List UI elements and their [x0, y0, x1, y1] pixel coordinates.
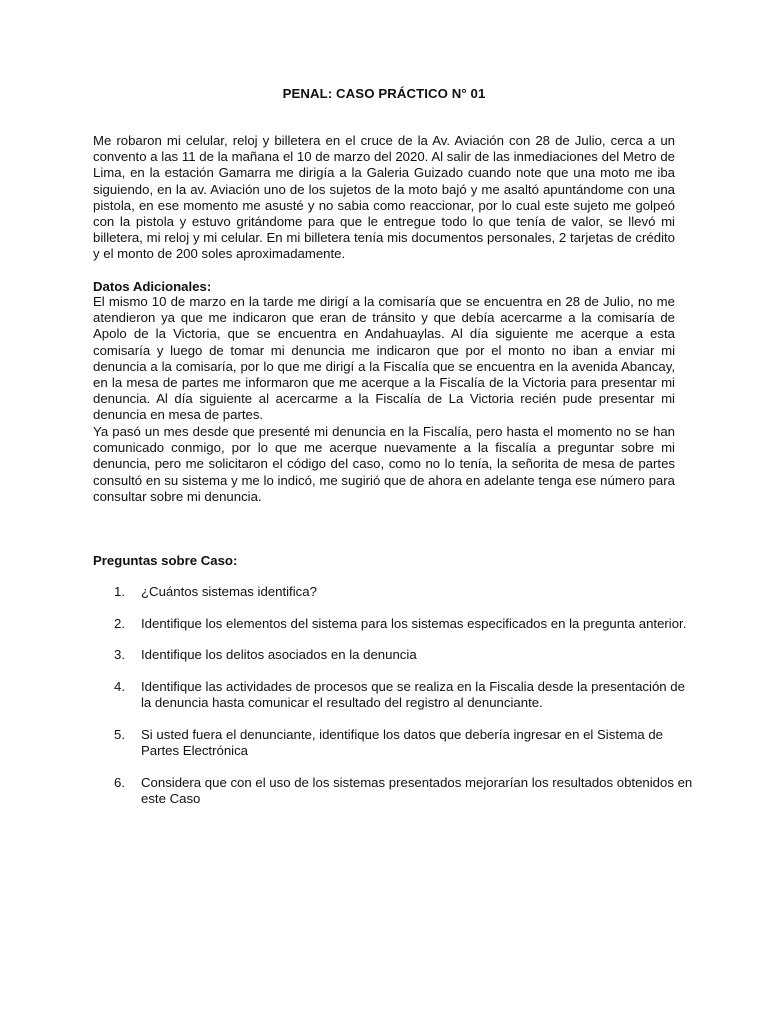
question-text: Considera que con el uso de los sistemas presentados mejorarían los resultados obtenidos en este Caso [141, 774, 693, 807]
question-number: 5. [114, 727, 125, 743]
question-text: Si usted fuera el denunciante, identifique los datos que debería ingresar en el Sistema de Partes Electrónica [141, 727, 663, 759]
preguntas-heading: Preguntas sobre Caso: [93, 553, 238, 568]
question-item [93, 616, 693, 632]
question-number: 4. [114, 679, 125, 695]
question-text: ¿Cuántos sistemas identifica? [141, 584, 317, 599]
question-item [93, 584, 693, 600]
question-number: 6. [114, 774, 125, 790]
questions-list [93, 584, 693, 823]
question-text: Identifique las actividades de procesos que se realiza en la Fiscalia desde la presentación de la denuncia hasta comunicar el resultado del registro al denunciante. [141, 679, 685, 711]
question-item [93, 727, 693, 759]
question-item [93, 775, 693, 807]
question-text: Identifique los elementos del sistema para los sistemas especificados en la pregunta anterior. [141, 615, 687, 631]
case-paragraph-3: Ya pasó un mes desde que presenté mi denuncia en la Fiscalía, pero hasta el momento no se han comunicado conmigo, por lo que me acerque nuevamente a la fiscalía a preguntar sobre mi denuncia, pero me solicitaron el código del caso, como no lo tenía, la señorita de mesa de partes consultó en su sistema y me lo indicó, me sugirió que de ahora en adelante tenga ese número para consultar sobre mi denuncia. [93, 424, 675, 504]
datos-adicionales-heading: Datos Adicionales: [93, 279, 212, 294]
question-number: 1. [114, 584, 125, 599]
document-title: PENAL: CASO PRÁCTICO N° 01 [282, 86, 486, 101]
question-item [93, 647, 693, 663]
question-item [93, 679, 693, 711]
question-number: 2. [114, 615, 125, 631]
question-number: 3. [114, 647, 125, 663]
case-paragraph-2: El mismo 10 de marzo en la tarde me dirigí a la comisaría que se encuentra en 28 de Julio, no me atendieron ya que me indicaron que eran de tránsito y que debía acercarme a la comisaría de Apolo de la Victoria, que se encuentra en Andahuaylas. Al día siguiente me acerque a esta comisaría y luego de tomar mi denuncia me indicaron que por el monto no iban a enviar mi denuncia a la comisaría, por lo que me dirigí a la Fiscalía que se encuentra en la avenida Abancay, en la mesa de partes me informaron que me acerque a la Fiscalía de la Victoria para presentar mi denuncia. Al día siguiente al acercarme a la Fiscalía de La Victoria recién pude presentar mi denuncia en mesa de partes. [93, 294, 675, 423]
case-paragraph-1: Me robaron mi celular, reloj y billetera en el cruce de la Av. Aviación con 28 de Julio, cerca a un convento a las 11 de la mañana el 10 de marzo del 2020. Al salir de las inmediaciones del Metro de Lima, en la estación Gamarra me dirigía a la Galeria Guizado cuando note que una moto me iba siguiendo, en la av. Aviación uno de los sujetos de la moto bajó y me asaltó apuntándome con una pistola, en ese momento me asusté y no sabia como reaccionar, por lo cual este sujeto me golpeó con la pistola y estuvo gritándome para que le entregue todo lo que tenía de valor, se llevó mi billetera, mi reloj y mi celular. En mi billetera tenía mis documentos personales, 2 tarjetas de crédito y el monto de 200 soles aproximadamente. [93, 133, 675, 262]
question-text: Identifique los delitos asociados en la denuncia [141, 647, 417, 663]
